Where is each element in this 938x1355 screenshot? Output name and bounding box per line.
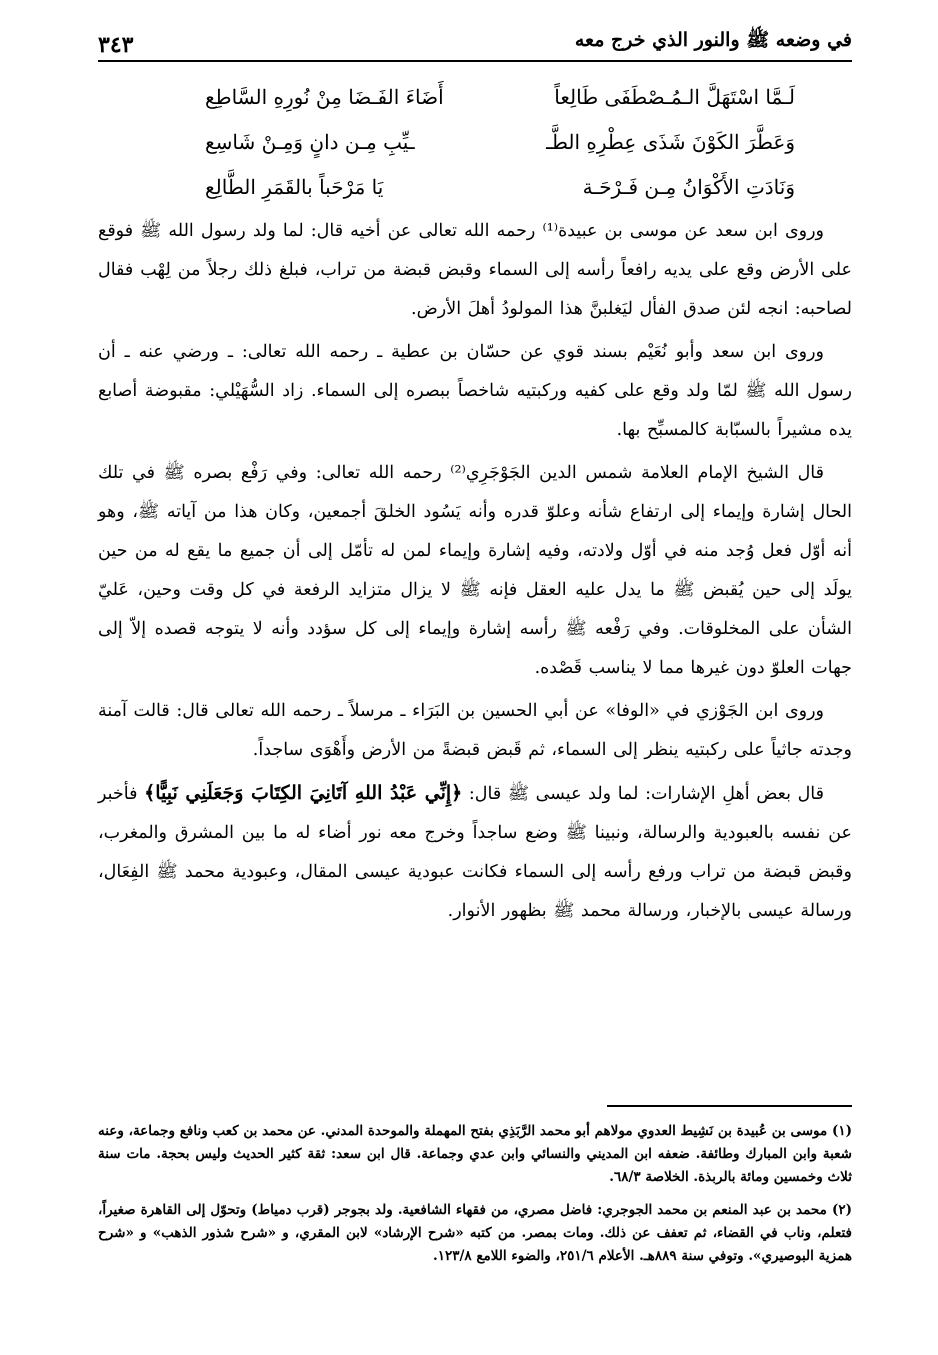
footnote-separator [607,1105,852,1107]
verse-second-half: أَضَاءَ الفَـضَا مِنْ نُورِهِ السَّاطِع [205,84,444,109]
verse-second-half: ـيِّبِ مِـن دانٍ وَمِـنْ شَاسِع [205,129,415,154]
page-header [98,18,852,62]
paragraph-ibn-jawzi: وروى ابن الجَوْزي في «الوفا» عن أبي الحسين بن البَرَاء ـ مرسلاً ـ رحمه الله تعالى قال: قالت آمنة وجدته جاثياً على ركبتيه ينظر إلى السماء، ثم قَبض قبضةً من الأرض وأَهْوَى ساجداً. [98,701,852,760]
main-text [98,212,852,931]
quran-quote: ﴿إِنِّي عَبْدُ اللهِ آتَانِيَ الكِتَابَ وَجَعَلَنِي نَبِيًّا﴾ [144,782,463,804]
verse-first-half: لَـمَّا اسْتَهَلَّ الـمُـصْطَفَى طَالِعاً [554,84,795,109]
running-title: في وضعه ﷺ والنور الذي خرج معه [574,29,852,51]
poem [205,74,795,209]
footnotes [98,1120,852,1278]
paragraph-text: فأخبر عن نفسه بالعبودية والرسالة، ونبينا ﷺ وضع ساجداً وخرج معه نور أضاء له ما بين المشرق والمغرب، وقبض قبضة من تراب ورفع رأسه إلى السماء فكانت عبودية عيسى المقال، وعبودية محمد ﷺ الفِعَال، ورسالة عيسى بالإخبار، ورسالة محمد ﷺ بظهور الأنوار. [98,784,852,921]
poem-verse [205,164,795,209]
poem-verse [205,119,795,164]
footnote-1: (١) موسى بن عُبيدة بن نَشِيط العدوي مولاهم أبو محمد الرَّبَذِي بفتح المهملة والموحدة المدني. عن محمد بن كعب ونافع وجماعة، وعنه شعبة وابن المبارك وطائفة. ضعفه ابن المديني والنسائي وابن عدي وجماعة. قال ابن سعد: ثقة كثير الحديث وليس بحجة. مات سنة ثلاث وخمسين ومائة بالربذة. الخلاصة ٦٨/٣. [98,1123,852,1185]
footnote-2: (٢) محمد بن عبد المنعم بن محمد الجوجري: فاضل مصري، من فقهاء الشافعية. ولد بجوجر (قرب دمياط) وتحوّل إلى القاهرة صغيراً، فتعلم، وناب في القضاء، ثم تعفف عن ذلك. ومات بمصر. من كتبه «شرح الإرشاد» لابن المقري، و «شرح شذور الذهب» و «شرح همزية البوصيري». وتوفي سنة ٨٨٩هـ. الأعلام ٢٥١/٦، والضوء اللامع ١٢٣/٨. [98,1202,852,1264]
verse-second-half: يَا مَرْحَباً بالقَمَرِ الطَّالِع [205,174,384,199]
paragraph-ibn-saad-hassan: وروى ابن سعد وأبو نُعَيْم بسند قوي عن حسّان بن عطية ـ رحمه الله تعالى: ـ ورضي عنه ـ أن رسول الله ﷺ لمّا ولد وقع على كفيه وركبتيه شاخصاً ببصره إلى السماء. زاد السُّهَيْلي: مقبوضة أصابع يده مشيراً بالسبّابة كالمسبِّح بها. [98,342,852,440]
verse-first-half: وَنَادَتِ الأَكْوَانُ مِـن فَـرْحَـة [582,174,795,199]
page-number: ٣٤٣ [98,32,134,58]
paragraph-ahl-ishārāt [98,774,852,931]
poem-verse [205,74,795,119]
paragraph-ibn-saad-musa: وروى ابن سعد عن موسى بن عبيدة⁽¹⁾ رحمه الله تعالى عن أخيه قال: لما ولد رسول الله ﷺ فوقع على الأرض وقع على يديه رافعاً رأسه إلى السماء وقبض قبضة من تراب، فبلغ ذلك رجلاً من لِهْب فقال لصاحبه: انجه لئن صدق الفأل ليَغلبنَّ هذا المولودُ أهلَ الأرض. [98,221,852,319]
verse-first-half: وَعَطَّرَ الكَوْنَ شَذَى عِطْرِهِ الطَّـ [546,129,795,154]
paragraph-text: قال بعض أهلِ الإشارات: لما ولد عيسى ﷺ قال: [462,784,825,804]
paragraph-jawjari: قال الشيخ الإمام العلامة شمس الدين الجَوْجَرِي⁽²⁾ رحمه الله تعالى: وفي رَفْع بصره ﷺ في تلك الحال إشارة وإيماء إلى ارتفاع شأنه وعلوّ قدره وأنه يَسُود الخلقَ أجمعين، وكان هذا من آياته ﷺ، وهو أنه أوّل فعل وُجد منه في أوّل ولادته، وفيه إشارة وإيماء لمن له تأمّل إلى أن جميع ما يقع له من حين يولَد إلى حين يُقبض ﷺ ما يدل عليه العقل فإنه ﷺ لا يزال متزايد الرفعة في كل وقت وحين، عَليّ الشأن على المخلوقات. وفي رَفْعه ﷺ رأسه إشارة وإيماء إلى كل سؤدد وأنه لا يتوجه قصده إلاّ إلى جهات العلوّ دون غيرها مما لا يناسب قَصْده. [98,463,852,678]
